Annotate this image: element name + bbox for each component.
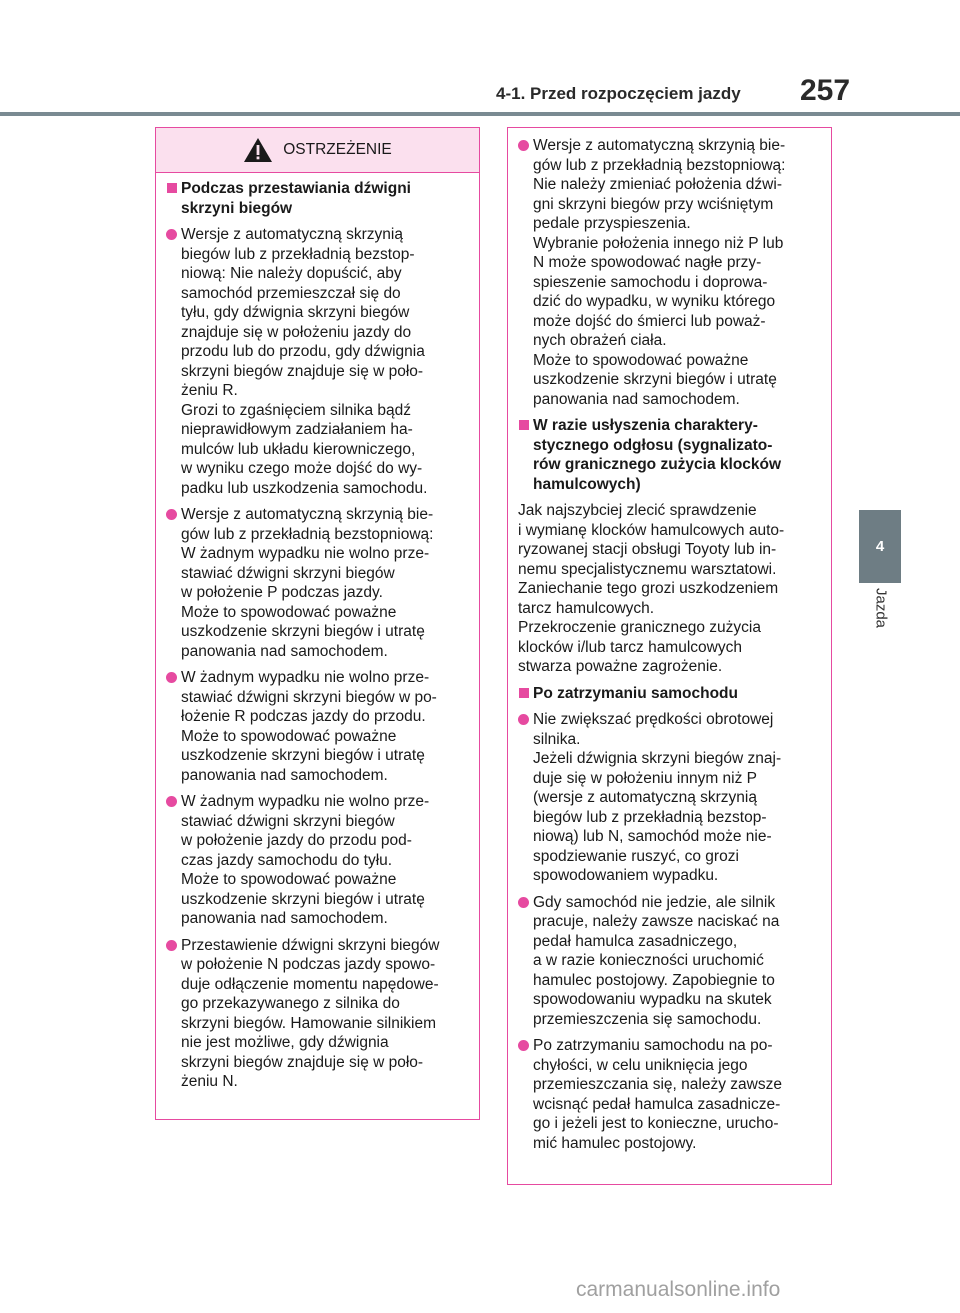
round-bullet-icon [166, 796, 177, 807]
item-text [166, 668, 469, 785]
text-line: Gdy samochód nie jedzie, ale silnik [533, 893, 776, 911]
warning-title: OSTRZEŻENIE [283, 141, 392, 158]
text-line: nemu specjalistycznemu warsztatowi. [518, 560, 777, 578]
text-line: panowania nad samochodem. [181, 910, 388, 927]
text-line: duje się w położeniu innym niż P [533, 769, 758, 787]
item-text [518, 416, 821, 494]
text-line: hamulcowych) [533, 475, 641, 493]
text-line: skrzyni biegów [181, 199, 293, 217]
text-line: Wersje z automatyczną skrzynią bie- [533, 137, 786, 154]
round-bullet-icon [518, 140, 529, 151]
bullet-item [166, 936, 469, 1092]
text-line: w położenie N podczas jazdy spowo- [181, 956, 436, 973]
text-line: Nie zwiększać prędkości obrotowej [533, 711, 774, 728]
bullet-item [166, 668, 469, 785]
page-number: 257 [800, 74, 851, 107]
text-line: skrzyni biegów znajduje się w poło- [181, 362, 424, 380]
header-divider [0, 112, 960, 116]
watermark: carmanualsonline.info [576, 1278, 781, 1301]
text-line: padku lub uszkodzenia samochodu. [181, 479, 428, 497]
square-bullet-icon [519, 688, 529, 698]
text-line: rów granicznego zużycia klocków [533, 456, 782, 473]
text-line: przemieszczania się, należy zawsze [533, 1076, 782, 1093]
round-bullet-icon [166, 940, 177, 951]
text-line: Może to spowodować poważne [181, 603, 397, 621]
text-line: go przekazywanego z silnika do [181, 995, 400, 1012]
text-line: czas jazdy samochodu do tyłu. [181, 851, 393, 869]
text-line: Może to spowodować poważne [533, 351, 749, 369]
text-line: w położenie P podczas jazdy. [181, 584, 383, 601]
text-line: W razie usłyszenia charaktery- [533, 417, 758, 434]
text-line: uszkodzenie skrzyni biegów i utratę [181, 747, 425, 764]
text-line: wcisnąć pedał hamulca zasadnicze- [533, 1095, 781, 1113]
section-heading [518, 684, 821, 704]
text-line: a w razie konieczności uruchomić [533, 952, 764, 969]
text-line: pracuje, należy zawsze naciskać na [533, 913, 780, 930]
text-line: niową) lub N, samochód może nie- [533, 828, 772, 845]
text-line: dzić do wypadku, w wyniku którego [533, 293, 776, 310]
text-line: panowania nad samochodem. [533, 390, 740, 408]
round-bullet-icon [166, 509, 177, 520]
text-line: panowania nad samochodem. [181, 766, 388, 784]
item-text [518, 501, 821, 677]
item-text [518, 136, 821, 409]
round-bullet-icon [518, 1040, 529, 1051]
text-line: Wersje z automatyczną skrzynią [181, 226, 403, 243]
text-line: żeniu N. [181, 1073, 238, 1090]
text-line: nieprawidłowym zadziałaniem ha- [181, 421, 413, 438]
text-line: uszkodzenie skrzyni biegów i utratę [533, 371, 777, 388]
text-line: Przekroczenie granicznego zużycia [518, 619, 761, 636]
round-bullet-icon [166, 672, 177, 683]
text-line: (wersje z automatyczną skrzynią [533, 789, 757, 806]
text-line: spowodowaniu wypadku na skutek [533, 991, 772, 1008]
text-line: go i jeżeli jest to konieczne, urucho- [533, 1115, 779, 1132]
chapter-number: 4 [875, 538, 885, 555]
warning-box-left [155, 127, 480, 1120]
text-line: Grozi to zgaśnięciem silnika bądź [181, 401, 412, 419]
text-line: samochód przemieszczał się do [181, 284, 401, 302]
warning-content-left [156, 173, 479, 1092]
text-line: pedał hamulca zasadniczego, [533, 932, 738, 950]
item-text [166, 792, 469, 929]
text-line: stawiać dźwigni skrzyni biegów [181, 564, 395, 582]
text-line: tarcz hamulcowych. [518, 599, 655, 617]
section-title: 4-1. Przed rozpoczęciem jazdy [496, 84, 741, 103]
text-line: gów lub z przekładnią bezstopniową: [181, 525, 434, 543]
text-line: i wymianę klocków hamulcowych auto- [518, 521, 785, 539]
text-line: Jak najszybciej zlecić sprawdzenie [518, 502, 757, 519]
square-bullet-icon [167, 183, 177, 193]
text-line: Zaniechanie tego grozi uszkodzeniem [518, 580, 779, 597]
text-line: nie jest możliwe, gdy dźwignia [181, 1034, 389, 1051]
text-line: hamulec postojowy. Zapobiegnie to [533, 971, 775, 989]
warning-header [156, 128, 479, 173]
bullet-item [518, 710, 821, 886]
text-line: łożenie R podczas jazdy do przodu. [181, 708, 426, 725]
text-line: N może spowodować nagłe przy- [533, 254, 762, 271]
text-line: uszkodzenie skrzyni biegów i utratę [181, 623, 425, 640]
text-line: W żadnym wypadku nie wolno prze- [181, 669, 430, 686]
text-line: klocków i/lub tarcz hamulcowych [518, 638, 742, 656]
text-line: gni skrzyni biegów przy wciśniętym [533, 195, 774, 213]
text-line: skrzyni biegów znajduje się w poło- [181, 1053, 424, 1071]
text-line: panowania nad samochodem. [181, 642, 388, 660]
text-line: tyłu, gdy dźwignia skrzyni biegów [181, 304, 410, 321]
item-text [166, 505, 469, 661]
item-text [518, 684, 821, 704]
section-heading [166, 179, 469, 218]
text-line: W żadnym wypadku nie wolno prze- [181, 545, 430, 562]
text-line: może dojść do śmierci lub poważ- [533, 312, 766, 330]
item-text [166, 225, 469, 498]
text-line: Wybranie położenia innego niż P lub [533, 234, 784, 252]
warning-content-right [508, 128, 831, 1153]
text-line: Po zatrzymaniu samochodu [533, 684, 738, 702]
text-line: Jeżeli dźwignia skrzyni biegów znaj- [533, 750, 782, 767]
item-text [518, 710, 821, 886]
text-line: skrzyni biegów. Hamowanie silnikiem [181, 1014, 436, 1032]
bullet-item [166, 792, 469, 929]
text-line: biegów lub z przekładnią bezstop- [181, 245, 415, 263]
chapter-label: Jazda [872, 588, 890, 629]
section-heading [518, 416, 821, 494]
text-line: Może to spowodować poważne [181, 871, 397, 888]
text-line: stawiać dźwigni skrzyni biegów w po- [181, 688, 437, 706]
bullet-item [166, 225, 469, 498]
square-bullet-icon [519, 420, 529, 430]
text-line: nych obrażeń ciała. [533, 332, 667, 349]
text-line: pedale przyspieszenia. [533, 215, 691, 232]
text-line: przodu lub do przodu, gdy dźwignia [181, 343, 425, 360]
text-line: stwarza poważne zagrożenie. [518, 658, 723, 675]
bullet-item [518, 1036, 821, 1153]
round-bullet-icon [166, 229, 177, 240]
text-line: Przestawienie dźwigni skrzyni biegów [181, 936, 440, 954]
text-line: mulców lub układu kierowniczego, [181, 440, 416, 458]
chapter-tab[interactable] [859, 510, 901, 583]
text-line: chyłości, w celu uniknięcia jego [533, 1056, 748, 1074]
item-text [518, 893, 821, 1030]
text-line: znajduje się w położeniu jazdy do [181, 323, 412, 341]
text-line: biegów lub z przekładnią bezstop- [533, 808, 767, 826]
text-line: w położenie jazdy do przodu pod- [181, 832, 412, 849]
item-text [166, 936, 469, 1092]
text-line: Nie należy zmieniać położenia dźwi- [533, 176, 782, 193]
text-line: stycznego odgłosu (sygnalizato- [533, 436, 773, 454]
text-line: Podczas przestawiania dźwigni [181, 180, 411, 197]
text-line: spowodowaniem wypadku. [533, 867, 719, 884]
warning-triangle-icon [243, 137, 273, 163]
text-line: ryzowanej stacji obsługi Toyoty lub in- [518, 541, 777, 558]
text-line: uszkodzenie skrzyni biegów i utratę [181, 890, 425, 908]
item-text [518, 1036, 821, 1153]
bullet-item [518, 136, 821, 409]
text-line: W żadnym wypadku nie wolno prze- [181, 793, 430, 810]
text-line: spieszenie samochodu i doprowa- [533, 273, 768, 291]
round-bullet-icon [518, 714, 529, 725]
item-text [166, 179, 469, 218]
text-line: żeniu R. [181, 382, 238, 399]
text-line: silnika. [533, 730, 581, 748]
warning-box-right [507, 127, 832, 1185]
text-line: mić hamulec postojowy. [533, 1134, 697, 1152]
text-line: spodziewanie ruszyć, co grozi [533, 847, 739, 865]
text-line: przemieszczenia się samochodu. [533, 1010, 762, 1028]
text-line: Może to spowodować poważne [181, 727, 397, 745]
text-line: Po zatrzymaniu samochodu na po- [533, 1037, 773, 1054]
text-line: w wyniku czego może dojść do wy- [181, 460, 423, 477]
bullet-item [518, 893, 821, 1030]
round-bullet-icon [518, 897, 529, 908]
text-line: Wersje z automatyczną skrzynią bie- [181, 506, 434, 523]
text-line: stawiać dźwigni skrzyni biegów [181, 812, 395, 830]
text-line: niową: Nie należy dopuścić, aby [181, 265, 402, 282]
paragraph [518, 501, 821, 677]
text-line: gów lub z przekładnią bezstopniową: [533, 156, 786, 174]
text-line: duje odłączenie momentu napędowe- [181, 975, 439, 993]
bullet-item [166, 505, 469, 661]
